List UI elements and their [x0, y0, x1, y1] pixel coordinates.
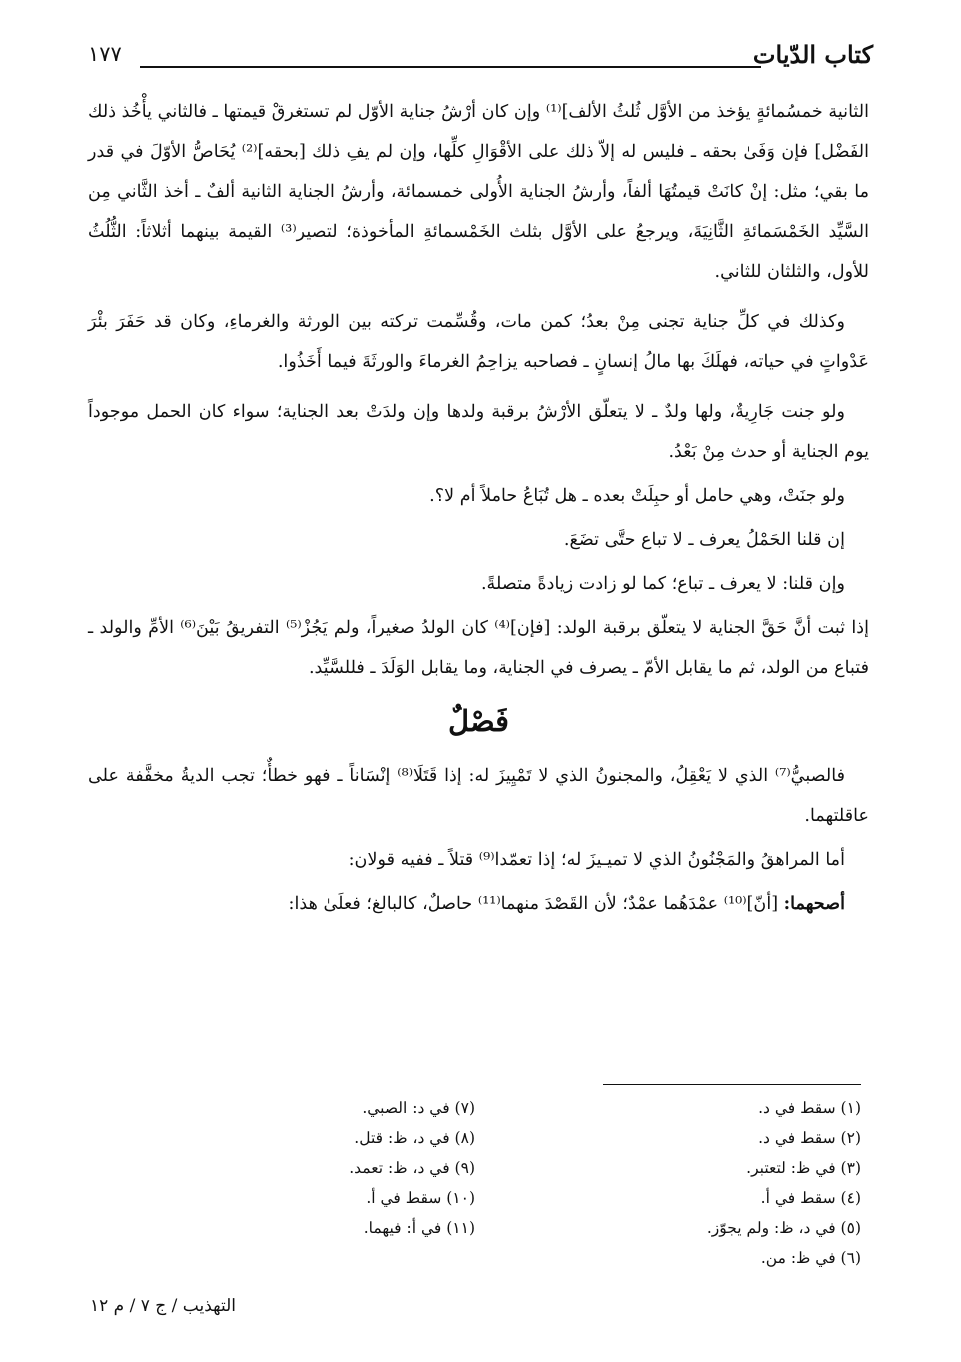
main-text: [88, 92, 869, 924]
paragraph: أما المراهقُ والمَجْنُونُ الذي لا تميـيزَ له؛ إذا تعمّدا⁽⁹⁾ قتلاً ـ ففيه قولان:: [348, 850, 845, 870]
footnotes-left-column: [155, 1093, 475, 1243]
footnote: (٣) في ظ: لتعتبر.: [746, 1159, 861, 1177]
paragraph: [88, 884, 869, 924]
footnote: (١١) في أ: فيهما.: [363, 1219, 475, 1237]
footnote: (٧) في د: الصبي.: [362, 1099, 475, 1117]
paragraph: إن قلنا الحَمْلُ يعرف ـ لا تباع حتَّى تضَعَ.: [563, 530, 845, 550]
footnote: (١) سقط في د.: [758, 1099, 861, 1117]
footnote: (١٠) سقط في أ.: [366, 1189, 475, 1207]
paragraph: ولو جنَتْ، وهي حامل أو حبِلَتْ بعده ـ هل تُبَاعُ حاملاً أم لا؟.: [429, 486, 845, 506]
paragraph: إذا ثبت أنَّ حَقَّ الجناية لا يتعلّق برقبة الولد: [فإن]⁽⁴⁾ كان الولدُ صغيراً، ولم يَجُزْ⁽⁵⁾ التفريقُ بَيْنَ⁽⁶⁾ الأمِّ والولد ـ فتباع من الولد، ثم ما يقابل الأمّ ـ يصرف في الجناية، وما يقابل الوَلَدَ ـ فللسَّيِّد.: [88, 618, 869, 678]
footnote: (٨) في د، ظ: قتل.: [354, 1129, 475, 1147]
header-rule: [140, 66, 761, 68]
paragraph-text: [أنّ]⁽¹⁰⁾ عمْدَهُما عمْدٌ؛ لأن القَصْدَ منهما⁽¹¹⁾ حاصلٌ، كالبالغ؛ فعلَىٰ هذا:: [288, 894, 784, 914]
page-header: [88, 40, 873, 80]
footnote: (٥) في د، ظ: ولم يجوّز.: [706, 1219, 861, 1237]
paragraph: ولو جنت جَارِيةٌ، ولها ولدٌ ـ لا يتعلّق الأرْشُ برقبة ولدها وإن ولدَتْ بعد الجناية؛ سواء كان الحمل موجوداً يوم الجناية أو حدث مِنْ بَعْدُ.: [88, 402, 869, 462]
page-number: ١٧٧: [88, 42, 122, 66]
footnote: (٢) سقط في د.: [758, 1129, 861, 1147]
footnote-rule: [603, 1084, 861, 1085]
section-heading: فَصْلٌ: [448, 704, 509, 738]
paragraph-lead: أصحهما:: [783, 893, 845, 914]
footnote: (٦) في ظ: من.: [760, 1249, 861, 1267]
footnote: (٤) سقط في أ.: [760, 1189, 861, 1207]
paragraph: فالصبيُّ⁽⁷⁾ الذي لا يَعْقِلُ، والمجنونُ الذي لا تَمْيِيزَ له: إذا قَتَلَا⁽⁸⁾ إنْسَاناً ـ فهو خطأٌ؛ تجب الديةُ مخفَّفة على عاقلتهما.: [88, 766, 869, 826]
signature-mark: التهذيب / ج ٧ / م ١٢: [90, 1296, 237, 1316]
footnotes-right-column: [531, 1093, 861, 1273]
book-title: كتاب الدّيات: [752, 40, 873, 69]
paragraph: الثانية خمسُمائةٍ يؤخذ من الأوَّل ثُلثُ الألف]⁽¹⁾ وإن كان أرْشُ جناية الأوّل لم تستغرقْ قيمتها ـ فالثاني يأْخُذ ذلك الفَضْل] فإن وَفَىٰ بحقه ـ فليس له إلاّ ذلك على الأقْوَالِ كلِّها، وإن لم يفِ ذلك [بحقه]⁽²⁾ يُحَاصُّ الأوّلَ في قدر ما بقي؛ مثل: إنْ كانَتْ قيمتُهَا ألفاً، وأرشُ الجناية الأُولى خمسمائة، وأرشُ الجناية الثانية ألفٌ ـ أخذ الثَّاني مِن السَّيِّد الخَمْسَمائةِ الثَّانِيَةَ، ويرجعُ على الأوَّل بثلث الخَمْسمائةِ المأخوذة؛ لتصير⁽³⁾ القيمة بينهما أثلاثاً: الثُّلُثُ للأول، والثلثان للثاني.: [88, 102, 869, 282]
footnote: (٩) في د، ظ: تعمد.: [349, 1159, 475, 1177]
paragraph: وكذلك في كلِّ جناية تجنى مِنْ بعدُ؛ كمن مات، وقُسِّمت تركته بين الورثة والغرماءِ، وكان قد حَفَرَ بئْرَ عَدْواتٍ في حياته، فهلَكَ بها مالُ إنسانٍ ـ فصاحبه يزاحِمُ الغرماءَ والورثَةَ فيما أَخَذُوا.: [88, 312, 869, 372]
paragraph: وإن قلنا: لا يعرف ـ تباع؛ كما لو زادت زيادةً متصلةً.: [480, 574, 845, 594]
